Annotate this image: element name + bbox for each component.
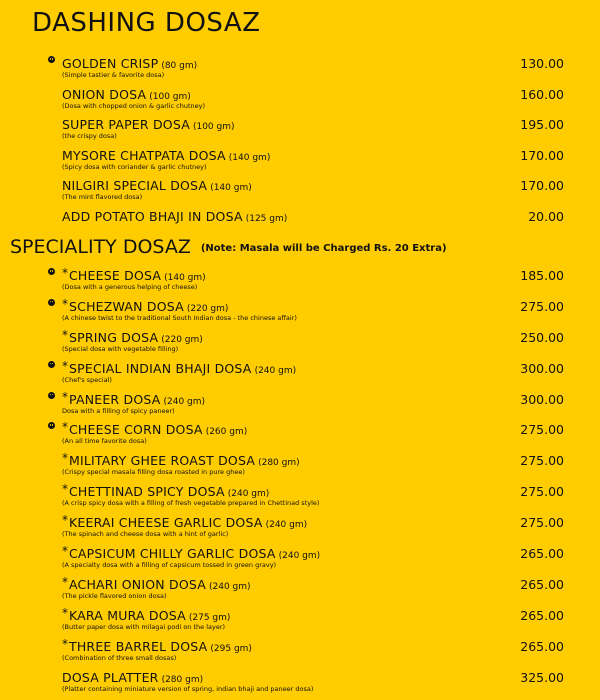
asterisk-icon: *: [62, 574, 68, 589]
asterisk-icon: *: [62, 605, 68, 620]
menu-item: [0, 327, 600, 361]
asterisk-icon: *: [62, 296, 68, 311]
menu-item: [0, 148, 600, 179]
menu-item-name: DOSA PLATTER: [62, 669, 159, 685]
asterisk-icon: *: [62, 636, 68, 651]
menu-item-name-line: [62, 546, 320, 561]
smiley-icon: [48, 299, 55, 306]
menu-item-description: (Chef's special): [62, 375, 112, 384]
menu-item-weight: (125 gm): [245, 213, 288, 224]
menu-item-name-line: [62, 670, 203, 685]
menu-item-description: (A specialty dosa with a filling of capsicum tossed in green gravy): [62, 561, 277, 570]
menu-item-weight: (240 gm): [278, 551, 321, 562]
menu-item-weight: (80 gm): [161, 61, 198, 71]
menu-item-description: (Dosa with chopped onion & garlic chutney): [62, 101, 206, 110]
menu-item-weight: (260 gm): [205, 427, 248, 438]
smiley-icon: [48, 361, 55, 368]
menu-item: [0, 178, 600, 209]
menu-item-name-line: [62, 605, 231, 623]
menu-item-price: 265.00: [520, 638, 564, 654]
menu-item-description: (Simple tastier & favorite dosa): [62, 71, 165, 79]
menu-item: [0, 117, 600, 148]
menu-item-price: 275.00: [520, 515, 564, 531]
menu-item-name-line: [62, 296, 229, 314]
menu-item-price: 265.00: [520, 576, 564, 592]
menu-item-name: GOLDEN CRISP: [62, 56, 159, 71]
menu-item-weight: (280 gm): [161, 674, 204, 685]
menu-item-price: 265.00: [520, 607, 564, 623]
menu-item-name-line: [62, 422, 247, 437]
menu-item-name-line: [62, 636, 252, 654]
menu-item-weight: (240 gm): [208, 581, 251, 592]
menu-item-weight: (240 gm): [265, 520, 308, 531]
menu-item: [0, 296, 600, 330]
menu-item-description: (the crispy dosa): [62, 132, 117, 140]
asterisk-icon: *: [62, 266, 68, 280]
menu-item-description: (A chinese twist to the traditional South Indian dosa - the chinese affair): [62, 313, 297, 322]
menu-item-price: 195.00: [520, 117, 564, 132]
menu-item-description: (Spicy dosa with coriander & garlic chutney): [62, 162, 207, 171]
menu-item-weight: (240 gm): [254, 365, 297, 376]
menu-item-weight: (140 gm): [210, 183, 252, 193]
smiley-icon: [48, 392, 55, 399]
menu-item-description: (The spinach and cheese dosa with a hint of garlic): [62, 530, 229, 539]
menu-item-name-line: [62, 268, 206, 283]
menu-item-description: (Combination of three small dosas): [62, 653, 177, 662]
menu-item: [0, 56, 600, 87]
menu-item: [0, 484, 600, 515]
asterisk-icon: *: [62, 389, 68, 404]
menu-item-name-line: [62, 178, 252, 193]
section-title-speciality-dosaz: [10, 236, 447, 258]
menu-item-name: SCHEZWAN DOSA: [69, 298, 184, 314]
menu-list-speciality-dosaz: [0, 268, 600, 700]
menu-item-price: 300.00: [520, 391, 564, 407]
menu-item-price: 325.00: [520, 669, 564, 685]
asterisk-icon: *: [62, 513, 68, 528]
menu-item: [0, 453, 600, 484]
menu-item-weight: (280 gm): [258, 458, 300, 469]
menu-item-name-line: [62, 117, 235, 132]
menu-item-description: (The pickle flavored onion dosa): [62, 591, 167, 600]
menu-item-price: 275.00: [520, 453, 564, 469]
menu-item-description: (Platter containing miniature version of spring, indian bhaji and paneer dosa): [62, 684, 314, 693]
menu-item-description: Dosa with a filling of spicy paneer): [62, 406, 175, 415]
menu-item-name: MYSORE CHATPATA DOSA: [62, 147, 226, 163]
menu-item-name-line: [62, 327, 203, 345]
menu-item: [0, 268, 600, 299]
menu-item-name: ONION DOSA: [62, 86, 147, 102]
menu-item-price: 170.00: [520, 178, 564, 193]
menu-item-name: PANEER DOSA: [69, 391, 161, 407]
menu-item-description: (Butter paper dosa with milagai podi on the layer): [62, 622, 226, 631]
menu-item-name: KEERAI CHEESE GARLIC DOSA: [69, 515, 263, 531]
menu-item-weight: (140 gm): [228, 152, 271, 163]
menu-item: [0, 389, 600, 423]
menu-item-weight: (140 gm): [164, 273, 206, 283]
menu-item-weight: (100 gm): [149, 91, 191, 102]
menu-item-name: SUPER PAPER DOSA: [62, 117, 190, 132]
menu-item-name-line: [62, 87, 191, 102]
menu-item: [0, 422, 600, 453]
menu-item-name-line: [62, 358, 297, 376]
asterisk-icon: *: [62, 420, 68, 435]
menu-item: [0, 209, 600, 240]
menu-item-price: 275.00: [520, 484, 564, 500]
smiley-icon: [48, 56, 55, 63]
menu-item: [0, 515, 600, 546]
menu-item-price: 170.00: [520, 147, 564, 163]
menu-item-name: SPRING DOSA: [69, 329, 159, 345]
masala-note: (Note: Masala will be Charged Rs. 20 Extra): [200, 243, 447, 254]
menu-item-price: 300.00: [520, 360, 564, 376]
asterisk-icon: *: [62, 544, 68, 559]
menu-item-name: ADD POTATO BHAJI IN DOSA: [62, 208, 243, 224]
menu-item-description: (Crispy special masala filling dosa roasted in pure ghee): [62, 468, 245, 477]
menu-item-name: CHEESE DOSA: [69, 268, 162, 283]
asterisk-icon: *: [62, 358, 68, 373]
menu-item-weight: (220 gm): [161, 334, 203, 345]
menu-item-price: 275.00: [520, 298, 564, 314]
menu-item-name: MILITARY GHEE ROAST DOSA: [69, 453, 256, 469]
menu-item-name: CHEESE CORN DOSA: [69, 422, 203, 438]
menu-item-name-line: [62, 515, 307, 530]
menu-item-price: 130.00: [520, 56, 564, 71]
menu-item-description: (The mint flavored dosa): [62, 193, 143, 201]
menu-item-description: (An all time favorite dosa): [62, 437, 147, 446]
menu-item-name: NILGIRI SPECIAL DOSA: [62, 178, 208, 193]
menu-list-dashing-dosaz: [0, 56, 600, 239]
menu-item-weight: (275 gm): [188, 612, 231, 623]
menu-item-price: 20.00: [528, 208, 564, 224]
smiley-icon: [48, 268, 55, 275]
menu-item-price: 265.00: [520, 546, 564, 562]
menu-item-price: 250.00: [520, 329, 564, 345]
menu-item-name: SPECIAL INDIAN BHAJI DOSA: [69, 360, 252, 376]
menu-item-name-line: [62, 148, 270, 163]
menu-item-weight: (220 gm): [186, 303, 229, 314]
menu-item-description: (Special dosa with vegetable filling): [62, 344, 179, 353]
menu-item-price: 275.00: [520, 422, 564, 438]
asterisk-icon: *: [62, 327, 68, 342]
menu-item-name: CAPSICUM CHILLY GARLIC DOSA: [69, 546, 276, 562]
menu-item-name: ACHARI ONION DOSA: [69, 576, 206, 592]
menu-item: [0, 636, 600, 670]
menu-item-price: 185.00: [520, 268, 564, 283]
asterisk-icon: *: [62, 482, 68, 497]
menu-item-name-line: [62, 574, 251, 592]
menu-item-price: 160.00: [520, 86, 564, 102]
menu-item: [0, 546, 600, 577]
menu-item-name: THREE BARREL DOSA: [69, 638, 208, 654]
menu-item-name-line: [62, 209, 287, 224]
menu-item-weight: (240 gm): [227, 489, 270, 500]
menu-item-weight: (240 gm): [163, 396, 206, 407]
menu-item: [0, 670, 600, 700]
menu-item: [0, 605, 600, 639]
menu-item-weight: (295 gm): [210, 643, 252, 654]
menu-item: [0, 358, 600, 392]
section-title-dashing-dosaz: DASHING DOSAZ: [32, 8, 261, 38]
menu-item-description: (A crisp spicy dosa with a filling of fresh vegetable prepared in Chettinad style): [62, 499, 320, 508]
menu-item-name: CHETTINAD SPICY DOSA: [69, 484, 225, 500]
menu-item: [0, 87, 600, 118]
menu-item-name-line: [62, 56, 197, 71]
menu-item-description: (Dosa with a generous helping of cheese): [62, 283, 198, 291]
menu-item-name-line: [62, 389, 206, 407]
menu-item-name: KARA MURA DOSA: [69, 607, 186, 623]
menu-item-name-line: [62, 484, 269, 499]
smiley-icon: [48, 422, 55, 429]
section-title-text: SPECIALITY DOSAZ: [10, 236, 191, 258]
menu-item: [0, 574, 600, 608]
asterisk-icon: *: [62, 451, 68, 466]
menu-item-name-line: [62, 453, 300, 468]
menu-item-weight: (100 gm): [192, 122, 235, 132]
